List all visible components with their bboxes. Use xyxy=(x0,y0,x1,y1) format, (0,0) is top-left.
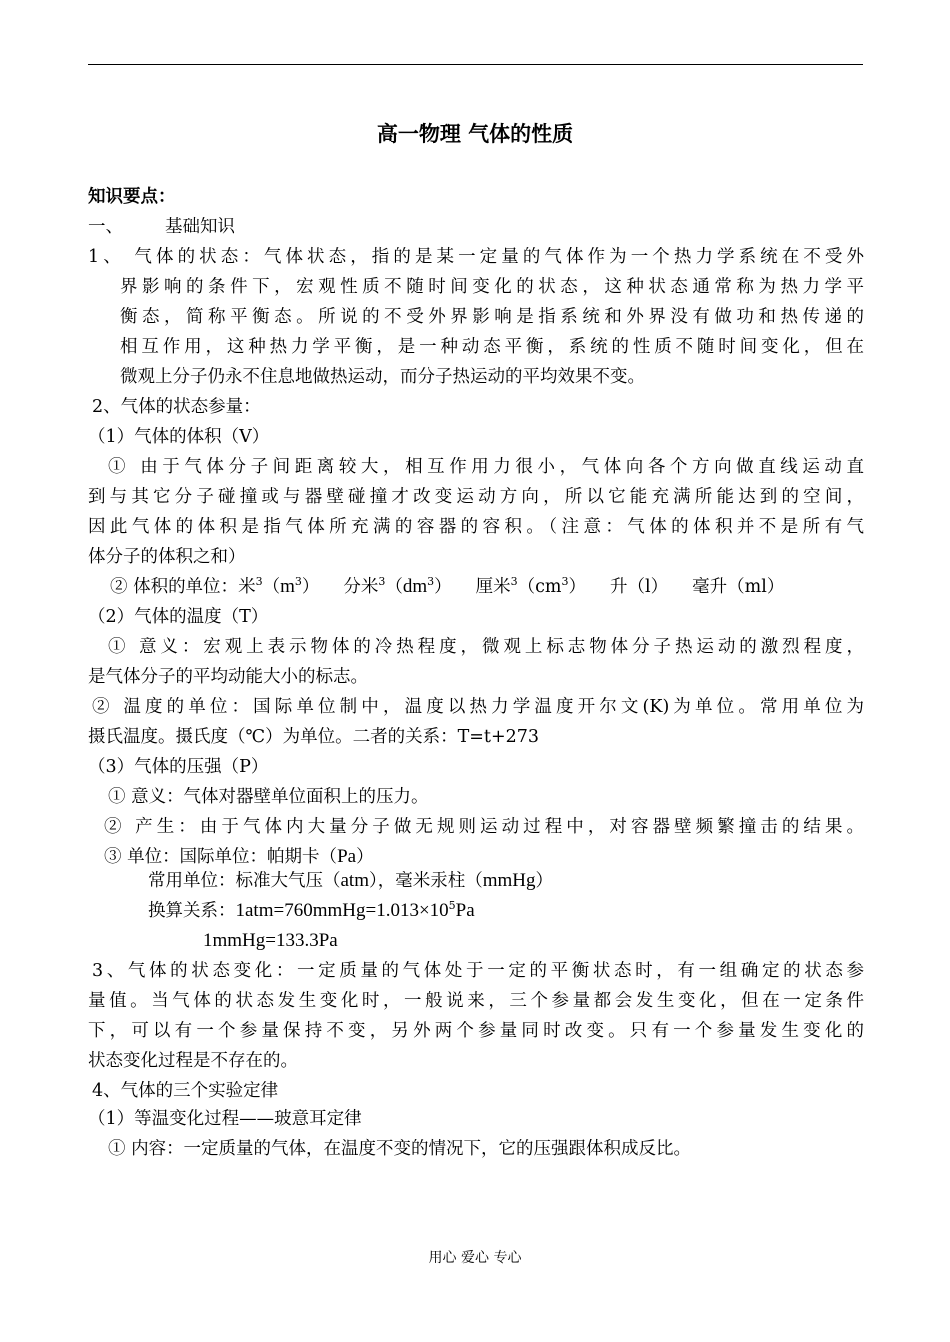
volume-units-line xyxy=(110,572,886,602)
unit-m3-cn-exp: 3 xyxy=(255,575,263,588)
page-title: 高一物理 气体的性质 xyxy=(376,122,574,146)
pressure-common-units xyxy=(148,866,924,896)
paragraph-1-line-3: 衡态，简称平衡态。所说的不受外界影响是指系统和外界没有做功和热传递的 xyxy=(120,307,864,327)
volume-heading: （1）气体的体积（V） xyxy=(88,427,270,447)
paragraph-4-content: ① 内容：一定质量的气体，在温度不变的情况下，它的压强跟体积成反比。 xyxy=(108,1139,692,1159)
volume-desc-line-3: 因此气体的体积是指气体所充满的容器的容积。（注意：气体的体积并不是所有气 xyxy=(88,517,864,537)
paragraph-2: 2、气体的状态参量： xyxy=(92,397,261,417)
pressure-meaning: ① 意义：气体对器壁单位面积上的压力。 xyxy=(108,787,429,807)
unit-cm3-cn: 厘米 xyxy=(475,577,511,597)
pressure-conversion-atm: 1atm=760mmHg=1.013×10 xyxy=(235,900,449,921)
temperature-meaning-line-2: 是气体分子的平均动能大小的标志。 xyxy=(88,667,368,687)
unit-liter: 升（l） xyxy=(610,577,669,597)
unit-m3-en-exp: 3 xyxy=(294,575,302,588)
paragraph-3-line-1: 3、气体的状态变化：一定质量的气体处于一定的平衡状态时，有一组确定的状态参 xyxy=(92,961,864,981)
pressure-common-mmhg: mmHg xyxy=(482,870,536,891)
unit-milliliter: 毫升（ml） xyxy=(692,577,785,597)
pressure-heading: （3）气体的压强（P） xyxy=(88,757,269,777)
paren-close: ） xyxy=(434,577,452,597)
temperature-unit-line-2: 摄氏温度。摄氏度（℃）为单位。二者的关系：T=t+273 xyxy=(88,727,540,747)
section-heading: 知识要点： xyxy=(88,187,176,207)
section-one xyxy=(88,212,864,242)
pressure-common-mid: ），毫米汞柱（ xyxy=(369,871,483,891)
pressure-conversion-exp: 5 xyxy=(448,899,456,912)
paragraph-1-line-2: 界影响的条件下，宏观性质不随时间变化的状态，这种状态通常称为热力学平 xyxy=(120,277,864,297)
unit-m3-cn: 米 xyxy=(238,577,256,597)
pressure-conversion xyxy=(148,896,924,926)
paragraph-3-line-4: 状态变化过程是不存在的。 xyxy=(88,1051,298,1071)
unit-dm3-en: dm xyxy=(402,576,428,597)
volume-desc-line-2: 到与其它分子碰撞或与器壁碰撞才改变运动方向，所以它能充满所能达到的空间， xyxy=(88,487,864,507)
page-footer: 用心 爱心 专心 xyxy=(428,1250,522,1266)
temperature-unit-line-1: ② 温度的单位：国际单位制中，温度以热力学温度开尔文(K)为单位。常用单位为 xyxy=(92,697,864,717)
temperature-heading: （2）气体的温度（T） xyxy=(88,607,269,627)
section-one-label: 基础知识 xyxy=(165,217,235,237)
pressure-unit-pa: Pa xyxy=(337,846,357,867)
unit-cm3-en-exp: 3 xyxy=(561,575,569,588)
paren-close: ） xyxy=(301,577,320,597)
volume-units-lead: ② 体积的单位： xyxy=(110,577,239,597)
pressure-origin: ② 产生：由于气体内大量分子做无规则运动过程中，对容器壁频繁撞击的结果。 xyxy=(104,817,864,837)
pressure-conversion-pa: Pa xyxy=(455,900,475,921)
paren-close: ） xyxy=(356,847,374,867)
unit-cm3-en: （cm xyxy=(517,577,562,597)
unit-dm3-cn-exp: 3 xyxy=(378,575,386,588)
pressure-conversion-mmhg: 1mmHg=133.3Pa xyxy=(203,930,338,951)
temperature-meaning-line-1: ① 意义：宏观上表示物体的冷热程度，微观上标志物体分子热运动的激烈程度， xyxy=(108,637,864,657)
volume-desc-line-1: ① 由于气体分子间距离较大，相互作用力很小，气体向各个方向做直线运动直 xyxy=(108,457,864,477)
volume-desc-line-4: 体分子的体积之和） xyxy=(88,547,246,567)
paren-close: ） xyxy=(568,577,587,597)
unit-dm3-en-exp: 3 xyxy=(427,575,435,588)
paren-open: （ xyxy=(262,577,281,597)
paragraph-1-line-4: 相互作用，这种热力学平衡，是一种动态平衡，系统的性质不随时间变化，但在 xyxy=(120,337,864,357)
unit-dm3-cn: 分米 xyxy=(343,577,379,597)
paren-open: （ xyxy=(385,577,403,597)
paren-close: ） xyxy=(535,871,554,891)
pressure-conversion-lead: 换算关系： xyxy=(148,901,236,921)
pressure-common-atm: atm xyxy=(340,870,369,891)
pressure-common-lead: 常用单位：标准大气压（ xyxy=(148,871,341,891)
paragraph-1-line-5: 微观上分子仍永不住息地做热运动，而分子热运动的平均效果不变。 xyxy=(120,367,645,387)
paragraph-4-heading: 4、气体的三个实验定律 xyxy=(92,1081,279,1101)
unit-m3-en: m xyxy=(280,576,295,597)
paragraph-3-line-2: 量值。当气体的状态发生变化时，一般说来，三个参量都会发生变化，但在一定条件 xyxy=(88,991,864,1011)
paragraph-3-line-3: 下，可以有一个参量保持不变，另外两个参量同时改变。只有一个参量发生变化的 xyxy=(88,1021,864,1041)
paragraph-1-line-1: 1、 气体的状态：气体状态，指的是某一定量的气体作为一个热力学系统在不受外 xyxy=(88,247,864,267)
header-rule xyxy=(88,64,863,65)
section-one-number: 一、 xyxy=(88,217,123,237)
unit-cm3-cn-exp: 3 xyxy=(510,575,518,588)
pressure-unit-lead: ③ 单位：国际单位：帕期卡（ xyxy=(104,847,338,867)
paragraph-4-subheading: （1）等温变化过程——玻意耳定律 xyxy=(88,1109,362,1129)
